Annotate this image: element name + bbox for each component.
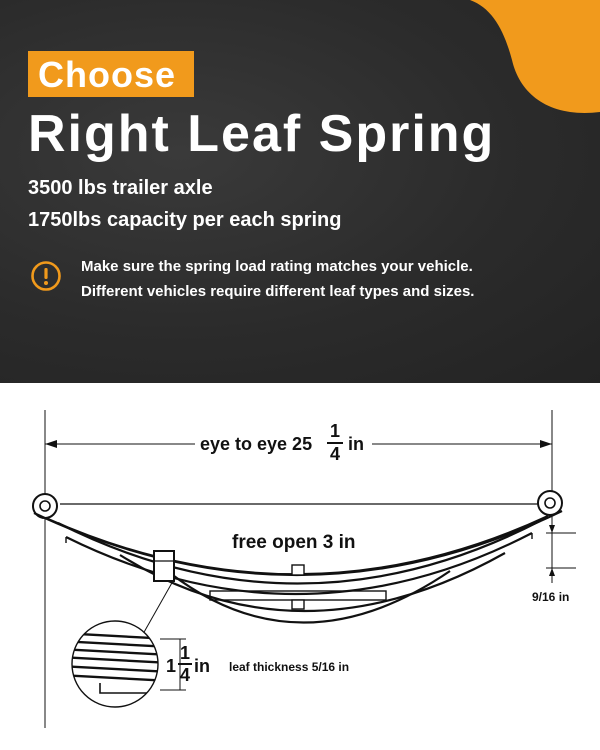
width-numerator: 1: [179, 643, 190, 663]
eye-to-eye-unit: in: [348, 434, 364, 454]
leaf-thickness-label: leaf thickness 5/16 in: [229, 660, 350, 674]
orange-corner-shape: [470, 0, 600, 120]
exclamation-circle-icon: [30, 260, 62, 292]
notice-line-2: Different vehicles require different leaf types and sizes.: [81, 283, 475, 300]
width-whole: 1: [166, 656, 177, 676]
spring-dimension-diagram: [0, 383, 600, 750]
page-title: Right Leaf Spring: [28, 105, 496, 163]
eye-to-eye-fraction: [327, 421, 343, 465]
spec-capacity: 1750lbs capacity per each spring: [28, 209, 342, 231]
width-denominator: 4: [179, 665, 190, 685]
free-open-label: free open 3 in: [232, 532, 356, 553]
eye-to-eye-label: eye to eye 25: [200, 434, 313, 454]
width-unit: in: [194, 656, 210, 676]
width-fraction: [178, 643, 192, 685]
notice-line-1: Make sure the spring load rating matches your vehicle.: [81, 258, 473, 275]
choose-badge-label: Choose: [38, 54, 177, 95]
eye-to-eye-numerator: 1: [329, 421, 340, 441]
gap-label: 9/16 in: [532, 590, 570, 604]
eye-to-eye-denominator: 4: [329, 444, 340, 464]
spec-axle: 3500 lbs trailer axle: [28, 177, 213, 199]
